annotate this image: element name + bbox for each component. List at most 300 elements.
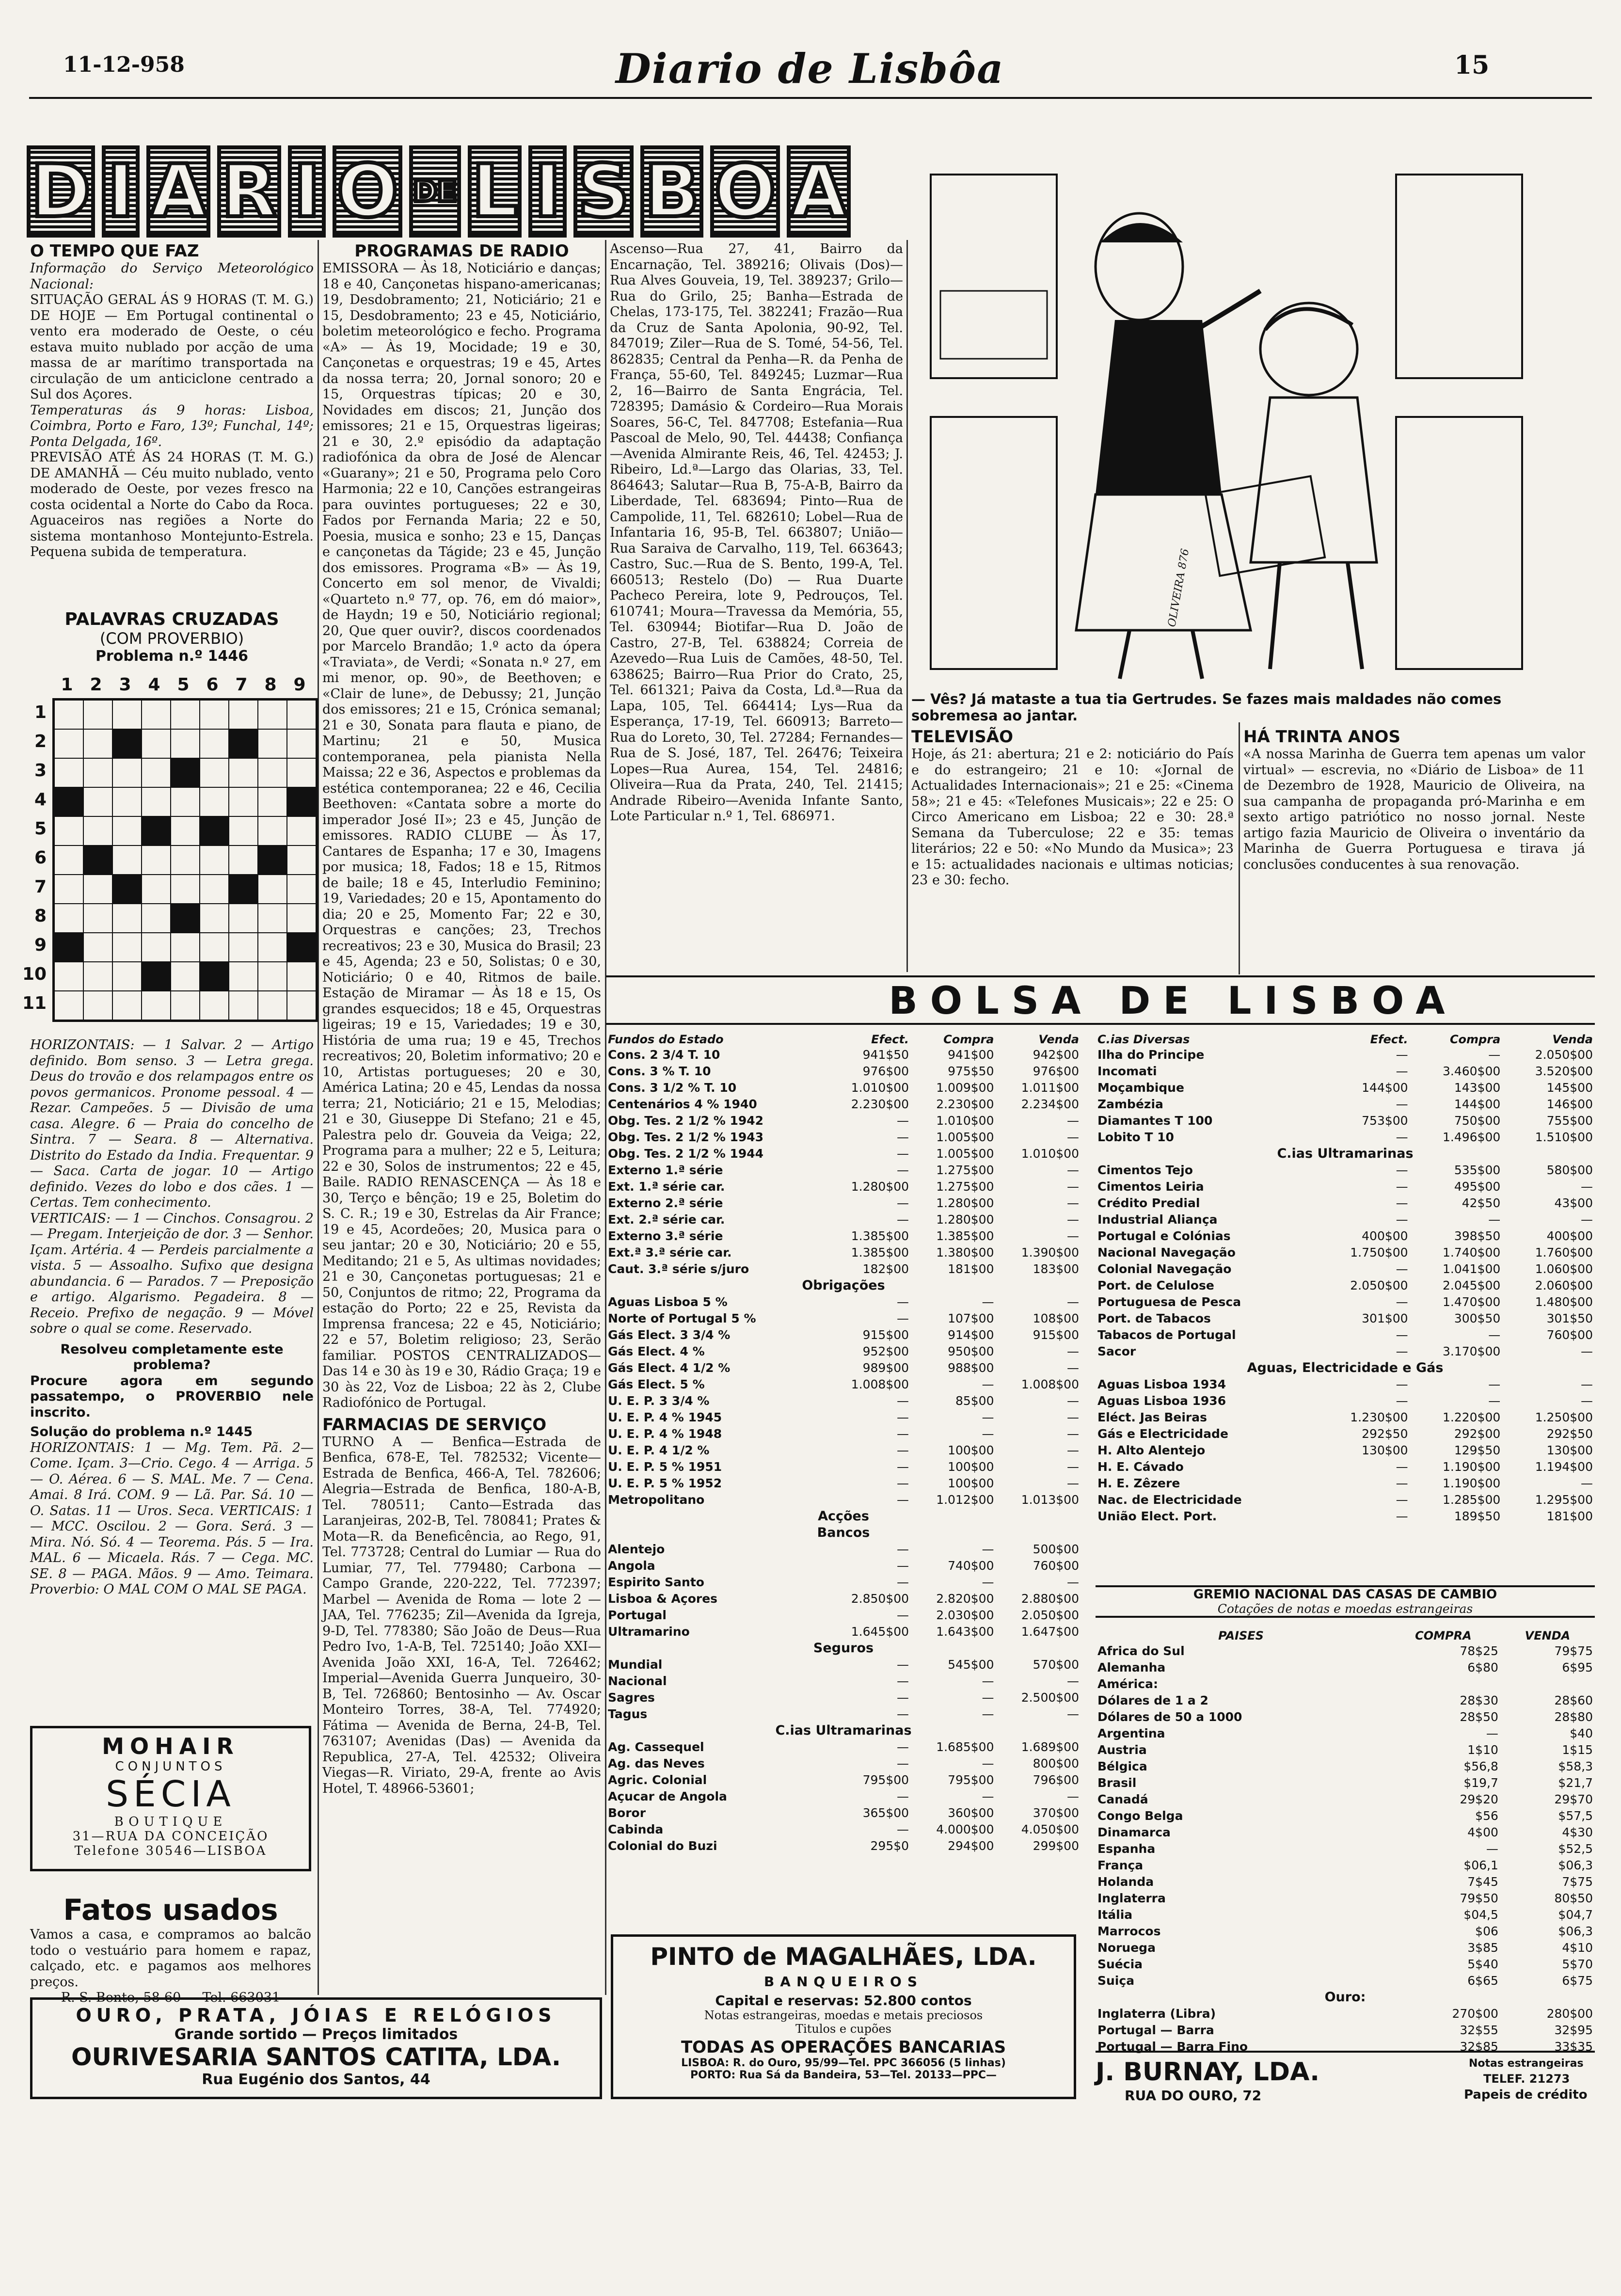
row-value: $19,7	[1463, 1775, 1498, 1790]
row-value: 1.750$00	[1350, 1245, 1408, 1260]
table-row	[606, 1211, 1081, 1228]
crossword-cell	[171, 787, 200, 816]
row-number: 7	[34, 877, 47, 897]
newspaper-title: Diario de Lisbôa	[616, 45, 1004, 93]
row-label: Obg. Tes. 2 1/2 % 1944	[608, 1146, 764, 1161]
crossword-cell	[258, 758, 287, 787]
crossword-cell	[287, 962, 316, 991]
row-value: —	[897, 1196, 909, 1210]
crossword-cell	[229, 904, 258, 933]
row-label: Marrocos	[1097, 1924, 1161, 1938]
row-label: Espanha	[1097, 1841, 1156, 1856]
table-subheading: C.ias Ultramarinas	[1277, 1146, 1414, 1161]
row-value: —	[897, 1459, 909, 1474]
table-subheading: Seguros	[813, 1640, 874, 1656]
row-value: 294$00	[948, 1838, 994, 1853]
crossword-cell	[142, 904, 171, 933]
row-value: —	[1581, 1393, 1593, 1408]
row-value: —	[1067, 1443, 1079, 1457]
crossword-cell	[54, 933, 83, 962]
masthead-letter: I	[528, 145, 567, 238]
crossword-cell	[142, 729, 171, 758]
table-row	[1096, 1956, 1595, 1972]
row-value: —	[897, 1130, 909, 1144]
table-row	[606, 1574, 1081, 1590]
row-value: 301$50	[1546, 1311, 1593, 1325]
table-row	[606, 1804, 1081, 1821]
row-label: Boror	[608, 1805, 646, 1820]
farmacias-continuation	[610, 241, 903, 825]
row-value: 100$00	[948, 1443, 994, 1457]
col-header: Compra	[943, 1033, 994, 1046]
header-rule	[29, 97, 1592, 99]
row-value: 400$00	[1362, 1228, 1408, 1243]
radio-heading: PROGRAMAS DE RADIO	[354, 241, 569, 261]
row-value: 952$00	[862, 1344, 909, 1358]
crossword-cell	[287, 787, 316, 816]
crossword-cell	[83, 904, 112, 933]
table-row	[606, 1326, 1081, 1343]
burnay-name: J. BURNAY, LDA.	[1096, 2057, 1320, 2087]
crossword-cell	[142, 933, 171, 962]
crossword-header	[30, 610, 314, 665]
row-label: Congo Belga	[1097, 1808, 1183, 1823]
row-value: 2.500$00	[1021, 1690, 1079, 1705]
table-row	[606, 1293, 1081, 1310]
table-row	[1096, 1343, 1595, 1359]
row-label: Sagres	[608, 1690, 655, 1705]
crossword-cell	[258, 933, 287, 962]
burnay-notas: Notas estrangeiras	[1469, 2057, 1584, 2070]
col-header: COMPRA	[1415, 1629, 1472, 1642]
row-value: —	[897, 1294, 909, 1309]
row-value: —	[897, 1822, 909, 1836]
cartoon-signature: OLIVEIRA 876	[1166, 547, 1192, 628]
row-label: Nac. de Electricidade	[1097, 1492, 1242, 1507]
row-value: 1.275$00	[936, 1163, 994, 1177]
fatos-usados-ad	[30, 1893, 311, 2006]
masthead-letter: DE	[409, 145, 461, 238]
row-value: 580$00	[1546, 1163, 1593, 1177]
row-value: 1.010$00	[1021, 1146, 1079, 1161]
row-value: 2.820$00	[936, 1591, 994, 1606]
row-value: —	[1581, 1476, 1593, 1490]
row-value: 299$00	[1033, 1838, 1079, 1853]
masthead-letter: I	[102, 145, 140, 238]
row-label: Dólares de 50 a 1000	[1097, 1709, 1242, 1724]
weather-heading: O TEMPO QUE FAZ	[30, 241, 199, 261]
row-label: Externo 3.ª série	[608, 1228, 723, 1243]
crossword-cell	[171, 729, 200, 758]
row-value: —	[1396, 1130, 1408, 1144]
ad-boutique: BOUTIQUE	[114, 1815, 227, 1829]
row-value: 78$25	[1460, 1643, 1498, 1658]
burnay-ad	[1096, 2051, 1595, 2106]
row-value: 4$00	[1467, 1825, 1498, 1839]
table-row	[606, 1755, 1081, 1771]
ad-conjuntos: CONJUNTOS	[115, 1759, 226, 1774]
row-number: 4	[34, 790, 47, 810]
col-header: PAISES	[1218, 1629, 1264, 1642]
crossword-cell	[112, 991, 142, 1020]
table-row	[606, 1376, 1081, 1392]
row-label: Ext. 1.ª série car.	[608, 1179, 725, 1194]
row-label: Metropolitano	[608, 1492, 705, 1507]
table-subheading: Ouro:	[1324, 1989, 1366, 2005]
row-value: 1.008$00	[1021, 1377, 1079, 1391]
row-value: —	[982, 1789, 994, 1803]
row-value: $06,3	[1558, 1924, 1593, 1938]
row-value: 2.050$00	[1535, 1047, 1593, 1062]
crossword-cell	[83, 875, 112, 904]
cartoon-illustration	[911, 145, 1580, 698]
row-label: Dinamarca	[1097, 1825, 1171, 1839]
row-label: Obg. Tes. 2 1/2 % 1943	[608, 1130, 764, 1144]
row-value: 1.740$00	[1442, 1245, 1501, 1260]
row-value: 1.008$00	[851, 1377, 909, 1391]
row-label: Argentina	[1097, 1726, 1165, 1740]
row-label: Portugal e Colónias	[1097, 1228, 1231, 1243]
row-label: Caut. 3.ª série s/juro	[608, 1261, 749, 1276]
row-label: Gás Elect. 4 1/2 %	[608, 1360, 731, 1375]
crossword-cell	[112, 787, 142, 816]
masthead-letter: O	[333, 145, 402, 238]
row-value: 7$45	[1467, 1874, 1498, 1889]
crossword-cell	[142, 845, 171, 875]
row-value: 750$00	[1454, 1113, 1501, 1128]
fatos-body: Vamos a casa, e compramos ao balcão todo o vestuário para homem e rapaz, calçado, etc. e pagamos aos melhores preços.	[30, 1927, 311, 1990]
row-label: Gás e Electricidade	[1097, 1426, 1228, 1441]
row-label: H. E. Zêzere	[1097, 1476, 1180, 1490]
row-value: 760$00	[1033, 1558, 1079, 1573]
row-value: 108$00	[1033, 1311, 1079, 1325]
table-row	[606, 1162, 1081, 1178]
crossword-cell	[287, 758, 316, 787]
table-row	[606, 1392, 1081, 1409]
row-value: —	[897, 1492, 909, 1507]
table-row	[1096, 1939, 1595, 1956]
ourivesaria-line2: Grande sortido — Preços limitados	[174, 2026, 458, 2043]
table-subheading: Obrigações	[802, 1277, 885, 1293]
crossword-cell	[200, 700, 229, 729]
pinto-capital: Capital e reservas: 52.800 contos	[715, 1993, 972, 2009]
row-value: 32$85	[1460, 2039, 1498, 2054]
row-value: 4.050$00	[1021, 1822, 1079, 1836]
crossword-cell	[112, 845, 142, 875]
row-value: 144$00	[1454, 1097, 1501, 1111]
row-label: Eléct. Jas Beiras	[1097, 1410, 1207, 1424]
table-subheading: Aguas, Electricidade e Gás	[1247, 1360, 1444, 1375]
table-row	[1096, 1708, 1595, 1725]
crossword-subheading: (COM PROVERBIO)	[99, 629, 244, 648]
row-value: —	[897, 1789, 909, 1803]
row-value: —	[897, 1657, 909, 1672]
row-value: 1.013$00	[1021, 1492, 1079, 1507]
row-value: 182$00	[862, 1261, 909, 1276]
televisao-heading: TELEVISÃO	[911, 727, 1013, 747]
col-number: 3	[119, 675, 131, 695]
row-value: 6$95	[1562, 1660, 1593, 1674]
row-value: —	[982, 1674, 994, 1688]
row-value: —	[897, 1163, 909, 1177]
row-value: 914$00	[948, 1327, 994, 1342]
row-value: —	[1396, 1492, 1408, 1507]
masthead-letter: B	[640, 145, 703, 238]
row-value: 292$50	[1546, 1426, 1593, 1441]
table-subheading: Acções	[818, 1508, 869, 1524]
row-value: 1$10	[1467, 1742, 1498, 1757]
row-label: Norte of Portugal 5 %	[608, 1311, 756, 1325]
crossword-cell	[112, 962, 142, 991]
row-value: 941$50	[862, 1047, 909, 1062]
crossword-cell	[83, 991, 112, 1020]
row-value: 1.190$00	[1442, 1476, 1501, 1490]
crossword-cell	[258, 729, 287, 758]
row-value: 755$00	[1546, 1113, 1593, 1128]
row-value: 1$15	[1562, 1742, 1593, 1757]
gremio-table	[1096, 1629, 1595, 2055]
crossword-cell	[54, 758, 83, 787]
table-row	[1096, 1741, 1595, 1758]
crossword-cell	[112, 700, 142, 729]
row-label: União Elect. Port.	[1097, 1509, 1217, 1523]
row-value: 1.230$00	[1350, 1410, 1408, 1424]
row-value: 1.643$00	[936, 1624, 994, 1639]
row-value: —	[1067, 1130, 1079, 1144]
col-header: Compra	[1449, 1033, 1501, 1046]
table-row	[1096, 1046, 1595, 1063]
row-value: —	[1067, 1393, 1079, 1408]
row-value: —	[1396, 1509, 1408, 1523]
row-value: —	[897, 1393, 909, 1408]
row-value: 800$00	[1033, 1756, 1079, 1770]
col-number: 5	[177, 675, 190, 695]
crossword-clues	[30, 1037, 314, 1598]
row-value: —	[982, 1756, 994, 1770]
pinto-titulos: Titulos e cupões	[795, 2022, 891, 2036]
row-value: $06,1	[1463, 1858, 1498, 1872]
table-row	[1096, 1376, 1595, 1392]
radio-body: EMISSORA — Às 18, Noticiário e danças; 18 e 40, Cançonetas hispano-americanas; 19, Desdobramento; 21, Noticiário; 21 e 15, Desdobramento; 23 e 45, Noticiário, boletim meteorológico e fecho. Programa «A» — Às 19, Mocidade; 19 e 30, Cançonetas e orquestras; 19 e 45, Artes da nossa terra; 20, Jornal sonoro; 20 e 15, Orquestras típicas; 20 e 30, Novidades em discos; 21, Junção dos emissores; 21 e 15, Orquestras ligeiras; 21 e 30, 2.º episódio da adaptação radiofónica da obra de José de Alencar «Guarany»; 21 e 50, Programa pelo Coro Harmonia; 22 e 10, Canções estrangeiras para ouvintes portugueses; 22 e 30, Fados por Fernanda Maria; 22 e 50, Poesia, musica e sonho; 23 e 15, Danças e cançonetas da Tágide; 23 e 45, Junção dos emissores. Programa «B» — Às 19, Concerto em sol menor, de Vivaldi; «Quarteto n.º 77, op. 76, em dó maior», de Haydn; 19 e 50, Noticiário regional; 20, Que quer ouvir?, discos coordenados por Marcelo Brandão; 1.º acto da ópera «Traviata», de Verdi; «Sonata n.º 27, em mi menor, op. 90», de Beethoven; e «Clair de lune», de Debussy; 21, Junção dos emissores; 21 e 15, Crónica semanal; 21 e 30, Sonata para flauta e piano, de Martinu; 21 e 50, Musica contemporanea, pela pianista Nella Maissa; 22 e 36, Aspectos e problemas da estética contemporanea; 22 e 46, Cecilia Beethoven: «Cantata sobre a morte do imperador José II»; 23 e 45, Junção de emissores. RADIO CLUBE — Às 17, Cantares de Espanha; 17 e 30, Imagens por musica; 18, Fados; 18 e 15, Ritmos de baile; 18 e 45, Interludio Feminino; 19, Variedades; 20 e 15, Apontamento do dia; 20 e 25, Momento Far; 22 e 30, Orquestras e canções; 23, Trechos recreativos; 23 e 30, Musica do Brasil; 23 e 45, Agenda; 23 e 50, Solistas; 0 e 30, Noticiário; 0 e 40, Ritmos de baile. Estação de Miramar — Às 18 e 15, Os grandes esquecidos; 18 e 45, Orquestras ligeiras; 19 e 15, Variedades; 19 e 30, História de uma rua; 19 e 45, Trechos recreativos; 20, Boletim informativo; 20 e 10, Artistas portugueses; 20 e 30, América Latina; 20 e 45, Lendas da nossa terra; 21, Noticiário; 21 e 15, Melodias; 21 e 30, Giuseppe Di Stefano; 21 e 45, Palestra pelo dr. Gouveia da Veiga; 22, Programa para a mulher; 22 e 5, Leitura; 22 e 30, Solos de instrumentos; 22 e 45, Baile. RADIO RENASCENÇA — Às 18 e 30, Terço e bênção; 19 e 25, Boletim do S. C. R.; 19 e 30, Estrelas da Air France; 19 e 45, Acordeões; 20, Musica para o seu jantar; 20 e 30, Noticiário; 20 e 55, Meditando; 21 e 5, As ultimas novidades; 21 e 30, Cançonetas portuguesas; 21 e 50, Conjuntos de ritmo; 22, Programa da estação do Porto; 22 e 25, Revista da Imprensa francesa; 22 e 45, Noticiário; 22 e 57, Boletim religioso; 23, Serão familiar. POSTOS CENTRALIZADOS—Das 14 e 30 às 19 e 30, Rádio Graça; 19 e 30 às 22, Voz de Lisboa; 22 às 2, Clube Radiofónico de Portugal.	[322, 261, 601, 1410]
row-value: 400$00	[1546, 1228, 1593, 1243]
row-value: —	[982, 1377, 994, 1391]
row-value: 1.645$00	[851, 1624, 909, 1639]
table-subheading-row	[1096, 1359, 1595, 1376]
row-label: Moçambique	[1097, 1080, 1184, 1095]
table-row	[1096, 1079, 1595, 1096]
row-label: Agric. Colonial	[608, 1772, 707, 1787]
row-label: Cabinda	[608, 1822, 664, 1836]
row-value: 398$50	[1454, 1228, 1501, 1243]
row-value: —	[897, 1426, 909, 1441]
row-value: 129$50	[1454, 1443, 1501, 1457]
row-value: —	[1488, 1393, 1501, 1408]
row-label: Tagus	[608, 1706, 648, 1721]
row-value: 3.520$00	[1535, 1064, 1593, 1078]
row-value: —	[1067, 1706, 1079, 1721]
page-number: 15	[1454, 50, 1490, 80]
crossword-cell	[287, 933, 316, 962]
row-value: 29$20	[1460, 1792, 1498, 1806]
row-value: —	[1396, 1327, 1408, 1342]
table-row	[606, 1607, 1081, 1623]
row-number: 11	[22, 993, 47, 1013]
row-value: 4.000$00	[936, 1822, 994, 1836]
row-value: —	[982, 1410, 994, 1424]
row-value: 295$0	[870, 1838, 909, 1853]
row-value: 795$00	[862, 1772, 909, 1787]
table-row	[1096, 1725, 1595, 1741]
row-value: $56,8	[1463, 1759, 1498, 1773]
col-number: 6	[206, 675, 219, 695]
col-number: 7	[235, 675, 248, 695]
row-value: —	[982, 1575, 994, 1589]
row-label: H. Alto Alentejo	[1097, 1443, 1206, 1457]
row-number: 8	[34, 906, 47, 926]
col-header: VENDA	[1525, 1629, 1571, 1642]
row-value	[1500, 1675, 1595, 1692]
vertical-clues: VERTICAIS: — 1 — Cinchos. Consagrou. 2 — Pregam. Interjeição de dor. 3 — Senhor. Içam. Artéria. 4 — Perdeis parcialmente a vista. 5 — Assoalho. Sufixo que designa abundancia. 6 — Parados. 7 — Preposição e artigo. Algarismo. Pegadeira. 8 — Receio. Prefixo de negação. 9 — Móvel sobre o qual se come. Reservado.	[30, 1211, 314, 1336]
crossword-cell	[229, 700, 258, 729]
col-number: 4	[148, 675, 160, 695]
ad-address: 31—RUA DA CONCEIÇÃO	[72, 1829, 269, 1844]
table-row	[1096, 1873, 1595, 1890]
row-value: 1.496$00	[1442, 1130, 1501, 1144]
row-value: 1.760$00	[1535, 1245, 1593, 1260]
row-value: 360$00	[948, 1805, 994, 1820]
crossword-cell	[229, 787, 258, 816]
row-value: —	[1067, 1674, 1079, 1688]
burnay-address: RUA DO OURO, 72	[1125, 2088, 1262, 2104]
row-value: 2.230$00	[936, 1097, 994, 1111]
crossword-cell	[200, 933, 229, 962]
table-row	[1096, 2022, 1595, 2038]
table-row	[606, 1458, 1081, 1475]
row-value: 1.190$00	[1442, 1459, 1501, 1474]
solution-text: HORIZONTAIS: 1 — Mg. Tem. Pã. 2—Come. Içam. 3—Crio. Cego. 4 — Arriga. 5 — O. Aérea. 6 — S. MAL. Me. 7 — Cena. Amai. 8 Irá. COM. 9 — Lã. Par. Sá. 10 — O. Satas. 11 — Uros. Seca. VERTICAIS: 1 — MCC. Oscilou. 2 — Gora. Será. 3 — Mira. Nó. Só. 4 — Teorema. Pás. 5 — Ira. MAL. 6 — Micaela. Rás. 7 — Cega. MC. SE. 8 — PAGA. Mãos. 9 — Amo. Teimara. Proverbio: O MAL COM O MAL SE PAGA.	[30, 1440, 314, 1597]
row-value: 181$00	[948, 1261, 994, 1276]
crossword-cell	[258, 875, 287, 904]
row-label: Suiça	[1097, 1973, 1135, 1988]
row-value: 4$30	[1562, 1825, 1593, 1839]
row-value: 181$00	[1546, 1509, 1593, 1523]
row-label: Portuguesa de Pesca	[1097, 1294, 1241, 1309]
row-value: —	[897, 1739, 909, 1754]
row-label: Bélgica	[1097, 1759, 1147, 1773]
crossword-cell	[112, 758, 142, 787]
row-number: 1	[34, 702, 47, 722]
row-value: 5$40	[1467, 1957, 1498, 1971]
row-number: 9	[34, 935, 47, 955]
table-row	[1096, 1692, 1595, 1708]
crossword-cell	[200, 991, 229, 1020]
row-label: Brasil	[1097, 1775, 1137, 1790]
row-value: $57,5	[1558, 1808, 1593, 1823]
crossword-cell	[200, 845, 229, 875]
row-value: —	[1396, 1047, 1408, 1062]
row-label: Portugal — Barra	[1097, 2023, 1214, 2037]
crossword-cell	[258, 816, 287, 845]
row-value: —	[982, 1542, 994, 1556]
row-value: —	[897, 1756, 909, 1770]
row-value: —	[1067, 1163, 1079, 1177]
row-value: 753$00	[1362, 1113, 1408, 1128]
table-row	[1096, 1129, 1595, 1145]
column-rule	[1239, 722, 1240, 974]
masthead-letter: R	[217, 145, 281, 238]
row-label: Cons. 3 1/2 % T. 10	[608, 1080, 737, 1095]
pinto-magalhaes-ad	[611, 1934, 1076, 2099]
gremio-title: GREMIO NACIONAL DAS CASAS DE CAMBIO	[1193, 1587, 1497, 1602]
row-value: 100$00	[948, 1476, 994, 1490]
row-value: 1.010$00	[851, 1080, 909, 1095]
col-header: C.ias Diversas	[1097, 1033, 1190, 1046]
masthead-letter: O	[710, 145, 780, 238]
row-value: —	[897, 1690, 909, 1705]
row-label: Ilha do Principe	[1097, 1047, 1205, 1062]
crossword-cell	[258, 845, 287, 875]
row-value	[1386, 1675, 1500, 1692]
row-value: 795$00	[948, 1772, 994, 1787]
table-row	[1096, 1659, 1595, 1675]
row-label: Cons. 2 3/4 T. 10	[608, 1047, 720, 1062]
row-value: 1.250$00	[1535, 1410, 1593, 1424]
row-value: 2.050$00	[1350, 1278, 1408, 1292]
table-row	[606, 1244, 1081, 1260]
row-value: 130$00	[1362, 1443, 1408, 1457]
table-row	[606, 1178, 1081, 1195]
pinto-name: PINTO de MAGALHÃES, LDA.	[650, 1943, 1037, 1971]
row-value: —	[1067, 1179, 1079, 1194]
ad-secia: SÉCIA	[106, 1773, 236, 1815]
row-value: 1.295$00	[1535, 1492, 1593, 1507]
fatos-title: Fatos usados	[63, 1893, 278, 1927]
masthead-letter: S	[573, 145, 634, 238]
table-row	[1096, 1277, 1595, 1293]
crossword-cell	[258, 991, 287, 1020]
crossword-cell	[287, 816, 316, 845]
crossword-cell	[54, 700, 83, 729]
crossword-cell	[142, 700, 171, 729]
crossword-cell	[83, 787, 112, 816]
row-value: 975$50	[948, 1064, 994, 1078]
row-value: 1.011$00	[1021, 1080, 1079, 1095]
row-value: —	[897, 1212, 909, 1227]
weather-section	[30, 241, 314, 560]
row-label: Industrial Aliança	[1097, 1212, 1218, 1227]
row-label: América:	[1097, 1676, 1158, 1691]
farmacias-body: TURNO A — Benfica—Estrada de Benfica, 678-E, Tel. 782532; Vicente—Estrada de Benfica, 466-A, Tel. 782606; Alegria—Estrada de Benfica, 180-A-B, Tel. 780511; Canto—Estrada das Laranjeiras, 202-B, Tel. 780841; Prates & Mota—R. da Beneficência, ao Rego, 91, Tel. 773728; Central do Lumiar — Rua do Lumiar, 77, Tel. 779480; Carbona — Campo Grande, 220-222, Tel. 772397; Marbel — Avenida de Roma — lote 2 — JAA, Tel. 776235; Zil—Avenida da Igreja, 9-D, Tel. 778380; São João de Deus—Rua Pedro Ivo, 1-A-B, Tel. 725140; João XXI—Avenida João XXI, 16-A, Tel. 726462; Imperial—Avenida Guerra Junqueiro, 30-B, Tel. 726860; Bentosinho — Av. Oscar Monteiro Torres, 38-A, Tel. 774920; Fátima — Avenida de Berna, 24-B, Tel. 763107; Avenidas (Das) — Avenida da Republica, 27-A, Tel. 42532; Oliveira Viegas—R. Viriato, 29-A, frente ao Avis Hotel, T. 48966-53601;	[322, 1434, 601, 1796]
televisao-body: Hoje, ás 21: abertura; 21 e 2: noticiário do País e do estrangeiro; 21 e 10: «Jornal de Actualidades Internacionais»; 21 e 25: «Cinema 58»; 21 e 45: «Telefones Musicais»; 22 e 25: O Circo Americano em Lisboa; 22 e 30: 28.ª Semana da Tuberculose; 22 e 35: temas literários; 22 e 50: «No Mundo da Musica»; 23 e 15: actualidades nacionais e ultimas noticias; 23 e 30: fecho.	[911, 747, 1234, 888]
crossword-cell	[171, 962, 200, 991]
table-row	[606, 1821, 1081, 1837]
crossword-heading: PALAVRAS CRUZADAS	[64, 609, 279, 629]
row-value: 1.390$00	[1021, 1245, 1079, 1260]
table-row	[1096, 1409, 1595, 1425]
crossword-cell	[258, 962, 287, 991]
table-row	[1096, 1508, 1595, 1524]
row-label: Externo 1.ª série	[608, 1163, 723, 1177]
crossword-cell	[200, 875, 229, 904]
table-row	[1096, 1228, 1595, 1244]
row-value: 1.480$00	[1535, 1294, 1593, 1309]
bolsa-title: BOLSA DE LISBOA	[889, 979, 1458, 1023]
table-row	[1096, 1758, 1595, 1774]
pinto-porto: PORTO: Rua Sá da Bandeira, 53—Tel. 20133—PPC—	[690, 2069, 997, 2081]
table-row	[1096, 1063, 1595, 1079]
row-value: —	[1396, 1179, 1408, 1194]
row-value: —	[1396, 1476, 1408, 1490]
